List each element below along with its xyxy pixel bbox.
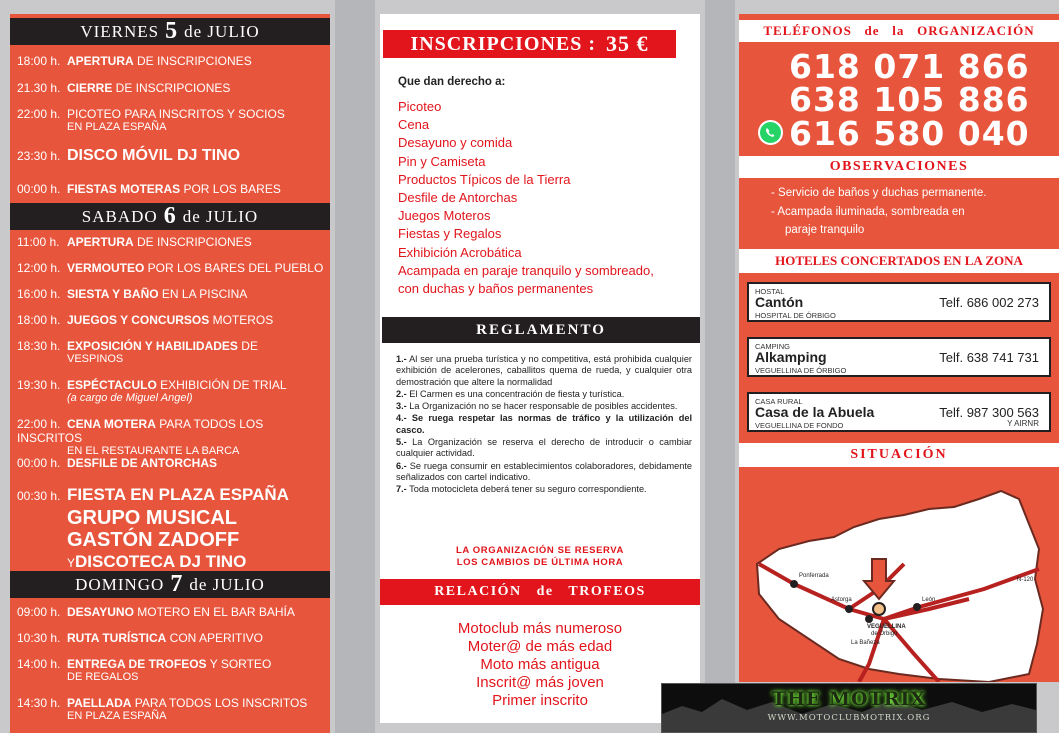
situacion-title: SITUACIÓN [850,447,948,462]
event-highlight: VERMOUTEO [67,261,145,275]
event-detail: PICOTEO PARA INSCRITOS Y SOCIOS [67,107,285,121]
event-title: FIESTA EN PLAZA ESPAÑA [67,485,289,504]
rule-number: 1.- [396,354,407,364]
location-map [739,469,1059,682]
day-number: 6 [163,203,177,229]
event-item [17,657,329,683]
inscripcion-item: Pin y Camiseta [398,153,486,169]
event-detail: Y SORTEO [206,657,272,671]
hotel-location: HOSPITAL DE ÓRBIGO [755,311,836,320]
event-highlight: CIERRE [67,81,113,95]
event-time: 23:30 h. [17,149,61,163]
warning-line-1: LA ORGANIZACIÓN SE RESERVA [456,545,624,556]
event-detail: POR LOS BARES DEL PUEBLO [144,261,324,275]
event-item [17,456,329,470]
program-column [10,14,330,733]
inscripciones-intro: Que dan derecho a: [398,76,506,88]
reglamento-warning [380,545,700,569]
event-time: 18:00 h. [17,54,61,68]
hotel-location: VEGUELLINA DE FONDO [755,421,844,430]
event-subline: EN PLAZA ESPAÑA [67,710,167,722]
event-highlight: DESFILE DE ANTORCHAS [67,456,218,470]
event-subline: VESPINOS [67,353,124,365]
rule-number: 6.- [396,460,407,471]
background-fold-right [705,0,735,733]
background-fold-left [335,0,375,733]
event-time: 12:00 h. [17,261,61,275]
rule-text: La Organización no se hacer responsable de posibles accidentes. [406,401,678,412]
event-item [17,261,329,275]
event-item [17,417,329,457]
event-highlight: DESAYUNO [67,605,134,619]
hotel-category: CASA RURAL [755,397,803,406]
hotel-name: Alkamping [755,349,827,365]
event-item [17,287,329,301]
trofeos-title: RELACIÓN de TROFEOS [434,584,646,599]
hotel-extra: Y AIRNR [1007,419,1039,428]
day-month: de JULIO [182,206,259,226]
hotel-card [747,282,1051,322]
inscripciones-header [383,30,676,58]
event-item [17,313,329,327]
event-time: 10:30 h. [17,631,61,645]
hotel-name: Casa de la Abuela [755,404,875,420]
event-highlight: ENTREGA DE TROFEOS [67,657,207,671]
observacion-item: paraje tranquilo [785,224,865,236]
event-highlight: DISCO MÓVIL DJ TINO [67,147,241,164]
event-item [17,378,329,404]
event-highlight: EXPOSICIÓN Y HABILIDADES [67,339,238,353]
inscripcion-item: Productos Típicos de la Tierra [398,171,571,187]
phone-3: 616 580 040 [789,114,1030,153]
day-month: de JULIO [184,21,260,41]
event-detail: PARA TODOS LOS INSCRITOS [17,417,264,445]
label-leon: León [922,597,936,603]
event-item [17,339,329,365]
trofeos-header [380,579,700,605]
hotel-card [747,337,1051,377]
observacion-item: - Servicio de baños y duchas permanente. [771,187,987,199]
day-number: 5 [165,18,179,44]
rule-number: 2.- [396,388,407,399]
event-time: 18:30 h. [17,339,61,353]
inscripcion-item: Desayuno y comida [398,135,513,151]
label-n120: N-120 [1017,577,1034,583]
telefonos-title: TELÉFONOS de la ORGANIZACIÓN [763,23,1035,38]
event-highlight: APERTURA [67,235,134,249]
observacion-item: - Acampada iluminada, sombreada en [771,205,965,218]
day-name: SABADO [81,206,158,226]
event-time: 21.30 h. [17,81,61,95]
trofeo-item: Inscrit@ más joven [476,674,604,691]
event-highlight: PAELLADA [67,696,132,710]
hotel-category: CAMPING [755,342,791,351]
reglamento-rule [396,354,692,388]
reglamento-rule [396,413,692,436]
event-time: 18:00 h. [17,313,61,327]
telefonos-header [739,20,1059,42]
rule-text: Se ruega respetar las normas de tráfico y la utilización del casco. [396,413,692,435]
event-subline: DE REGALOS [67,671,139,683]
whatsapp-icon [758,120,783,145]
event-detail: MOTEROS [209,313,274,327]
inscripcion-item: Fiestas y Regalos [398,226,502,242]
observaciones-title: OBSERVACIONES [829,159,969,174]
rule-text: Se ruega consumir en establecimientos colaboradores, debidamente señalizados con cartel indicativo. [396,460,692,482]
rule-text: El Carmen es una concentración de fiesta y turística. [406,388,625,399]
marker-labaneza [865,615,873,623]
event-detail: DE INSCRIPCIONES [133,54,252,68]
marker-ponferrada [790,580,798,588]
observaciones-list [771,184,1031,240]
event-time: 11:00 h. [17,235,60,249]
event-item [17,182,329,196]
inscripciones-title: INSCRIPCIONES : [410,32,597,55]
event-time: 00:30 h. [17,489,61,503]
rule-text: Toda motocicleta deberá tener su seguro correspondiente. [406,484,647,495]
warning-line-2: LOS CAMBIOS DE ÚLTIMA HORA [456,557,624,568]
event-detail: CON APERITIVO [166,631,264,645]
rule-text: Al ser una prueba turística y no competitiva, está prohibida cualquier exhibición de acelerones, caballitos quema de rueda, y cualquier otra demostración que altere la normalidad [396,354,692,387]
event-item [17,81,329,95]
label-ponferrada: Ponferrada [799,573,829,579]
event-detail: PARA TODOS LOS INSCRITOS [131,696,308,710]
day-header-sunday [10,571,330,598]
event-subline: EN PLAZA ESPAÑA [67,121,167,133]
situacion-header [739,443,1059,467]
phone-2: 638 105 886 [789,80,1030,119]
event-fiesta-plaza [17,484,329,574]
hotel-location: VEGUELLINA DE ÓRBIGO [755,366,847,375]
day-header-saturday [10,203,330,230]
event-item [17,107,329,133]
event-time: 00:00 h. [17,182,61,196]
hotel-phone: Telf. 686 002 273 [939,295,1039,310]
event-time: 22:00 h. [17,417,61,431]
event-time: 00:00 h. [17,456,61,470]
label-astorga: Astorga [831,597,852,603]
hotel-phone: Telf. 638 741 731 [939,350,1039,365]
label-veguellina: VEGUELLINA [867,624,906,630]
phone-1: 618 071 866 [789,47,1030,86]
rule-number: 7.- [396,484,407,495]
inscripcion-item: Cena [398,117,430,133]
inscripcion-item: Picoteo [398,99,442,114]
motrix-logo-text: THE MOTRIX [771,688,927,710]
inscripcion-item: Juegos Moteros [398,208,491,224]
inscripciones-price: 35 € [606,31,649,56]
inscripciones-list [398,98,654,298]
marker-leon [913,603,921,611]
motrix-banner [661,683,1037,733]
event-item [17,149,329,163]
event-highlight: JUEGOS Y CONCURSOS [67,313,210,327]
event-dj: DISCOTECA DJ TINO [75,552,247,571]
event-detail: EN LA PISCINA [158,287,248,301]
event-band-line: GRUPO MUSICAL [67,507,237,529]
day-name: VIERNES [80,21,160,41]
event-band-name: GASTÓN ZADOFF [67,529,240,551]
hotel-phone: Telf. 987 300 563 [939,405,1039,420]
day-header-friday [10,18,330,45]
trofeo-item: Motoclub más numeroso [457,620,623,637]
inscripcion-item: con duchas y baños permanentes [398,281,594,297]
reglamento-rule [396,484,692,495]
reglamento-rule [396,437,692,460]
day-name: DOMINGO [75,574,165,594]
event-item [17,631,329,645]
event-time: 19:30 h. [17,378,61,392]
reglamento-rule [396,401,692,412]
contact-column [739,14,1059,682]
event-detail: EXHIBICIÓN DE TRIAL [156,378,287,392]
event-detail: DE INSCRIPCIONES [133,235,252,249]
event-highlight: APERTURA [67,54,134,68]
event-item [17,235,329,249]
observaciones-header [739,156,1059,178]
reglamento-rule [396,389,692,400]
rule-number: 5.- [396,437,407,448]
reglamento-title: REGLAMENTO [476,321,606,338]
reglamento-header [382,317,700,343]
day-number: 7 [170,571,184,597]
event-time: 14:30 h. [17,696,61,710]
info-column [380,14,700,723]
rule-text: La Organización se reserva el derecho de introducir o cambiar cualquier actividad. [396,437,692,459]
rule-number: 4.- [396,413,407,424]
marker-astorga [845,605,853,613]
event-highlight: FIESTAS MOTERAS [67,182,181,196]
rule-number: 3.- [396,401,407,412]
event-time: 22:00 h. [17,107,61,121]
hoteles-header [739,249,1059,273]
event-item [17,54,329,68]
inscripcion-item: Desfile de Antorchas [398,190,518,206]
event-item [17,696,329,722]
hotel-category: HOSTAL [755,287,785,296]
trofeo-item: Moto más antigua [480,656,600,673]
event-and: Y [67,556,76,570]
hotel-name: Cantón [755,294,804,310]
event-highlight: ESPÉCTACULO [67,378,157,392]
motrix-url: WWW.MOTOCLUBMOTRIX.ORG [767,713,931,723]
trofeo-item: Moter@ de más edad [467,638,613,655]
event-subline: EN EL RESTAURANTE LA BARCA [67,445,240,457]
event-highlight: RUTA TURÍSTICA [67,631,167,645]
label-orbigo: de Órbigo [871,631,898,637]
event-detail: MOTERO EN EL BAR BAHÍA [133,605,295,619]
inscripcion-item: Acampada en paraje tranquilo y sombreado, [398,262,654,278]
event-detail: DE [237,339,258,353]
event-detail: POR LOS BARES [180,182,281,196]
event-subline: (a cargo de Miguel Angel) [67,392,193,404]
hotel-card [747,392,1051,432]
event-detail: DE INSCRIPCIONES [112,81,231,95]
event-time: 16:00 h. [17,287,61,301]
reglamento-rules [396,354,692,497]
event-highlight: CENA MOTERA [67,417,156,431]
trofeo-item: Primer inscrito [492,692,588,709]
reglamento-rule [396,461,692,484]
event-time: 14:00 h. [17,657,61,671]
inscripcion-item: Exhibición Acrobática [398,244,522,260]
event-highlight: SIESTA Y BAÑO [67,287,159,301]
label-labaneza: La Bañeza [851,640,880,646]
event-item [17,605,329,619]
event-time: 09:00 h. [17,605,61,619]
day-month: de JULIO [189,574,265,594]
marker-veguellina [873,603,885,615]
hoteles-title: HOTELES CONCERTADOS EN LA ZONA [775,253,1023,268]
